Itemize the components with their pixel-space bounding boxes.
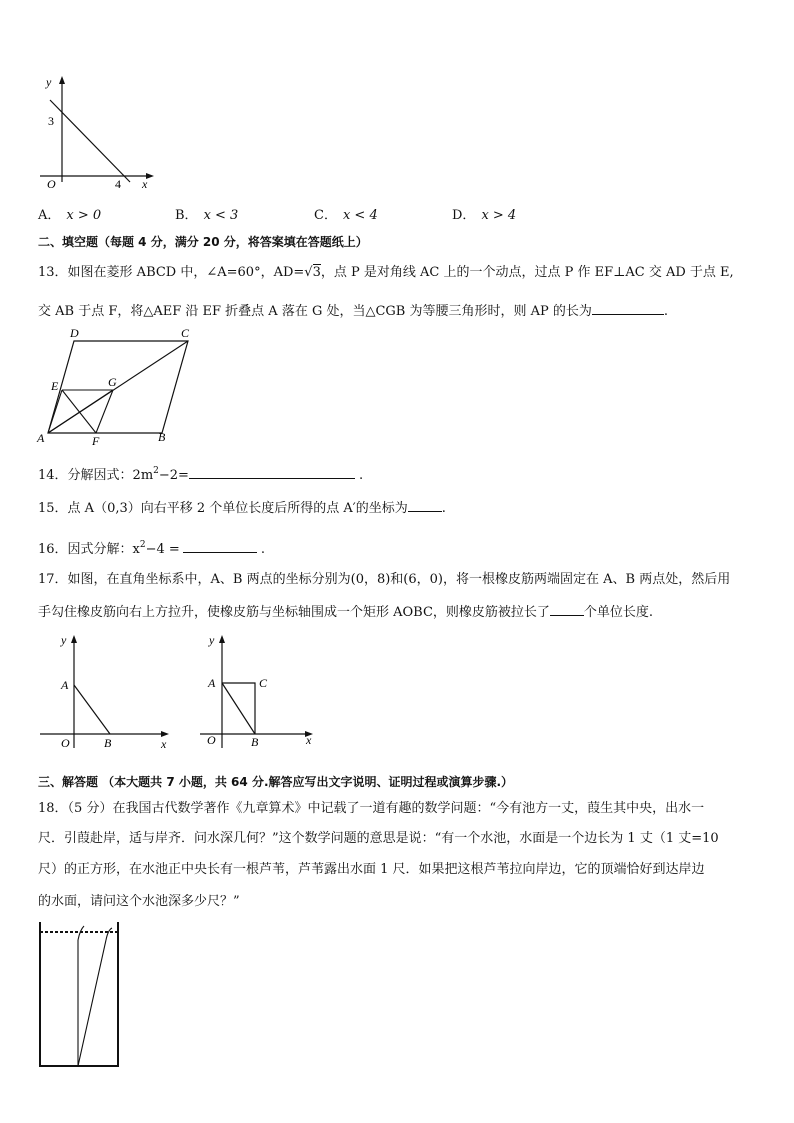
section2-title: 二、填空题（每题 4 分，满分 20 分，将答案填在答题纸上） (38, 235, 368, 249)
q12-x-intercept: 4 (115, 177, 121, 191)
q14-answer-blank[interactable] (189, 464, 355, 479)
q18-pond-figure (34, 920, 124, 1070)
q12-graph (30, 72, 160, 194)
q17-f1-o: O (61, 736, 70, 750)
q17-f2-a: A (208, 676, 216, 690)
q17-figure-2 (196, 630, 321, 752)
q16-answer-blank[interactable] (183, 538, 257, 553)
q18-line2: 尺．引葭赴岸，适与岸齐．问水深几何？”这个数学问题的意思是说：“有一个水池，水面是一个边长为 1 丈（1 丈=10 (38, 831, 719, 846)
q13-label-f: F (92, 434, 100, 448)
q17-f2-o: O (207, 733, 216, 747)
q12-option-c: C． x < 4 (314, 208, 378, 223)
q12-y-intercept: 3 (48, 114, 54, 128)
q17-line2: 手勾住橡皮筋向右上方拉升，使橡皮筋与坐标轴围成一个矩形 AOBC，则橡皮筋被拉长了 个单位长度. (38, 601, 653, 623)
q13-label-e: E (51, 379, 59, 393)
q12-option-a: A． x > 0 (38, 208, 102, 223)
q16-line: 16．因式分解：$x^2-4$ = . (38, 540, 265, 557)
q18-line3: 尺）的正方形，在水池正中央长有一根芦苇，芦苇露出水面 1 尺．如果把这根芦苇拉向岸边，它的顶端恰好到达岸边 (38, 862, 705, 877)
q13-answer-blank[interactable] (592, 300, 664, 315)
q12-origin: O (47, 177, 56, 191)
section3-title: 三、解答题 （本大题共 7 小题，共 64 分.解答应写出文字说明、证明过程或演算步骤.） (38, 775, 514, 789)
q13-line2: 交 AB 于点 F，将△AEF 沿 EF 折叠点 A 落在 G 处，当△CGB 为等腰三角形时，则 AP 的长为 . (38, 300, 668, 322)
q18-line1: 18．（5 分）在我国古代数学著作《九章算术》中记载了一道有趣的数学问题：“今有池方一丈，葭生其中央，出水一 (38, 801, 705, 816)
q12-x-label: x (142, 177, 148, 191)
q13-label-c: C (181, 326, 190, 340)
q14-line: 14．分解因式：$2m^2-2=$ . (38, 466, 364, 483)
q17-f1-a: A (61, 678, 69, 692)
q13-label-g: G (108, 375, 117, 389)
q17-f1-x: x (161, 737, 167, 751)
q15-line: 15．点 A（0,3）向右平移 2 个单位长度后所得的点 A′的坐标为 . (38, 497, 446, 519)
q17-f2-b: B (251, 735, 259, 749)
q13-label-b: B (158, 430, 166, 444)
q13-line1: 13．如图在菱形 ABCD 中，∠A=60°，AD=√3，点 P 是对角线 AC 上的一个动点，过点 P 作 EF⊥AC 交 AD 于点 E, (38, 265, 734, 280)
q17-f2-x: x (306, 733, 312, 747)
q13-label-a: A (37, 431, 45, 445)
q18-line4: 的水面，请问这个水池深多少尺？” (38, 894, 240, 909)
q12-y-label: y (46, 75, 52, 89)
q13-label-d: D (70, 326, 79, 340)
q17-f2-c: C (259, 676, 268, 690)
q13-rhombus-figure (34, 324, 204, 449)
q12-option-b: B． x < 3 (175, 208, 239, 223)
q17-answer-blank[interactable] (550, 601, 584, 616)
q15-answer-blank[interactable] (408, 497, 442, 512)
sqrt-symbol: √ (304, 265, 313, 280)
q17-line1: 17．如图，在直角坐标系中，A、B 两点的坐标分别为(0，8)和(6，0)，将一根橡皮筋两端固定在 A、B 两点处，然后用 (38, 572, 731, 587)
q17-f1-y: y (61, 633, 67, 647)
q17-f1-b: B (104, 736, 112, 750)
q17-f2-y: y (209, 633, 215, 647)
q12-option-d: D． x > 4 (452, 208, 517, 223)
q17-figure-1 (36, 630, 176, 752)
